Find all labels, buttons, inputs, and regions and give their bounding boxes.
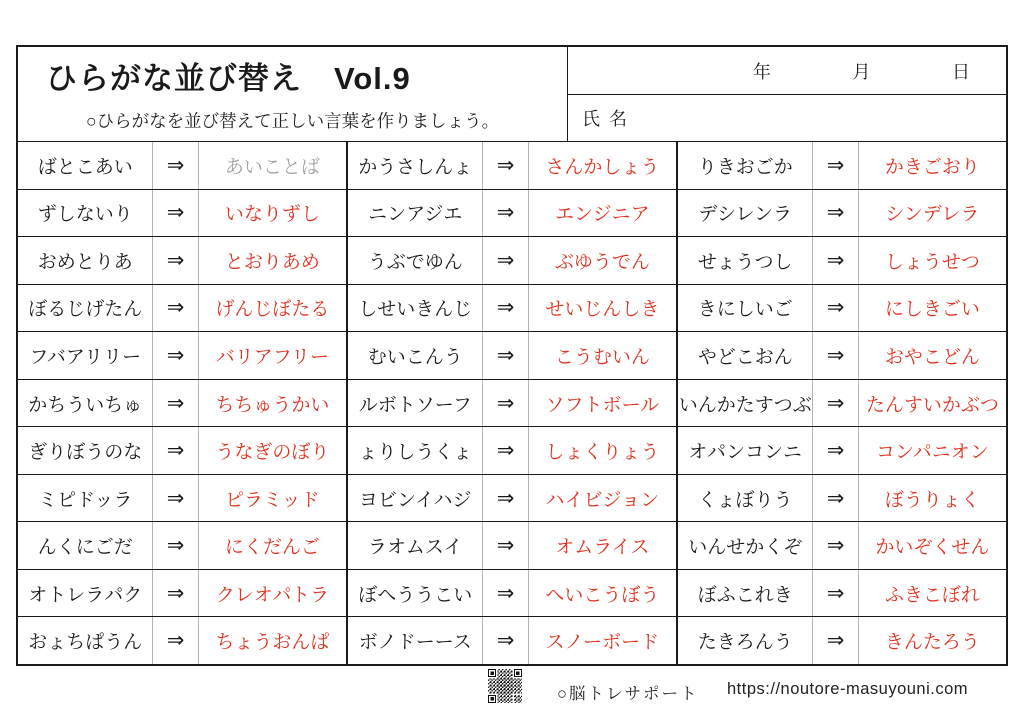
answer-word: しょくりょう: [545, 442, 660, 464]
answer-word: ピラミッド: [225, 489, 320, 511]
table-row: [18, 474, 1006, 522]
scrambled-word: んくにごだ: [37, 537, 133, 559]
scrambled-word: ミピドッラ: [38, 489, 133, 511]
arrow-icon: ⇒: [812, 332, 858, 379]
answer-word: へいこうぼう: [545, 584, 660, 606]
answer-word: かいぞくせん: [875, 537, 990, 559]
scrambled-word: かちういちゅ: [28, 394, 143, 416]
puzzle-group: [18, 142, 346, 189]
scrambled-word: たきろんう: [697, 632, 793, 654]
answer-word: ぶゆうでん: [554, 251, 650, 273]
puzzle-group: [676, 570, 1006, 617]
answer-word: エンジニア: [555, 204, 650, 226]
answer-word: げんじぼたる: [215, 299, 330, 321]
instructions-text: ○ひらがなを並び替えて正しい言葉を作りましょう。: [86, 111, 500, 131]
header-title-area: [18, 47, 567, 141]
arrow-icon: ⇒: [152, 190, 198, 237]
arrow-icon: ⇒: [482, 475, 528, 522]
puzzle-group: [18, 332, 346, 379]
footer-url: https://noutore-masuyouni.com: [727, 680, 969, 698]
answer-word: いなりずし: [224, 204, 320, 226]
arrow-icon: ⇒: [482, 427, 528, 474]
answer-word: にしきごい: [884, 299, 980, 321]
scrambled-word: くょぼりう: [697, 489, 793, 511]
arrow-icon: ⇒: [152, 475, 198, 522]
puzzle-group: [676, 237, 1006, 284]
scrambled-word: きにしいご: [697, 299, 793, 321]
puzzle-group: [18, 285, 346, 332]
puzzle-group: [676, 475, 1006, 522]
scrambled-word: せょうつし: [697, 251, 793, 273]
scrambled-word: かうさしんょ: [358, 156, 473, 178]
scrambled-word: ヨビンイハジ: [358, 489, 472, 511]
scrambled-word: オパンコンニ: [688, 442, 803, 464]
table-row: [18, 236, 1006, 284]
answer-word: シンデレラ: [885, 204, 980, 226]
arrow-icon: ⇒: [152, 522, 198, 569]
arrow-icon: ⇒: [482, 190, 528, 237]
arrow-icon: ⇒: [482, 142, 528, 189]
scrambled-word: ボノドーース: [358, 632, 472, 654]
puzzle-group: [676, 522, 1006, 569]
footer-brand: ○脳トレサポート: [557, 685, 699, 703]
puzzle-group: [18, 475, 346, 522]
puzzle-group: [676, 190, 1006, 237]
answer-word: せいじんしき: [545, 299, 660, 321]
arrow-icon: ⇒: [482, 332, 528, 379]
answer-word: にくだんご: [224, 537, 320, 559]
arrow-icon: ⇒: [482, 237, 528, 284]
puzzle-group: [676, 142, 1006, 189]
scrambled-word: ぎりぼうのな: [28, 442, 143, 464]
answer-word: オムライス: [555, 537, 650, 559]
arrow-icon: ⇒: [152, 332, 198, 379]
arrow-icon: ⇒: [812, 142, 858, 189]
arrow-icon: ⇒: [152, 427, 198, 474]
arrow-icon: ⇒: [812, 617, 858, 664]
answer-word: ふきこぼれ: [884, 584, 980, 606]
arrow-icon: ⇒: [812, 285, 858, 332]
puzzle-group: [346, 142, 676, 189]
day-label: 日: [952, 61, 970, 82]
scrambled-word: いんかたすつぶ: [678, 394, 812, 416]
puzzle-group: [346, 427, 676, 474]
answer-word: うなぎのぼり: [215, 442, 330, 464]
puzzle-group: [346, 332, 676, 379]
scrambled-word: むいこんう: [367, 346, 463, 368]
answer-word: とおりあめ: [224, 251, 320, 273]
puzzle-group: [346, 475, 676, 522]
puzzle-group: [676, 617, 1006, 664]
header: [18, 47, 1006, 142]
arrow-icon: ⇒: [482, 285, 528, 332]
table-row: [18, 426, 1006, 474]
answer-word: バリアフリー: [215, 346, 329, 368]
answer-word: コンパニオン: [876, 442, 989, 464]
answer-word: かきごおり: [884, 156, 980, 178]
answer-word: しょうせつ: [884, 251, 980, 273]
arrow-icon: ⇒: [482, 570, 528, 617]
puzzle-group: [676, 332, 1006, 379]
arrow-icon: ⇒: [812, 380, 858, 427]
puzzle-group: [346, 380, 676, 427]
scrambled-word: ばとこあい: [37, 156, 133, 178]
table-row: [18, 142, 1006, 189]
table-row: [18, 616, 1006, 664]
answer-word: きんたろう: [884, 632, 980, 654]
answer-word: ちょうおんぱ: [215, 632, 330, 654]
answer-word: あいことば: [224, 156, 320, 178]
scrambled-word: おめとりあ: [37, 251, 133, 273]
puzzle-group: [18, 427, 346, 474]
answer-word: さんかしょう: [545, 156, 660, 178]
answer-word: ハイビジョン: [545, 489, 660, 511]
arrow-icon: ⇒: [152, 380, 198, 427]
year-label: 年: [753, 61, 771, 82]
arrow-icon: ⇒: [812, 237, 858, 284]
table-row: [18, 379, 1006, 427]
scrambled-word: ょりしうくょ: [358, 442, 473, 464]
arrow-icon: ⇒: [152, 285, 198, 332]
name-row: [568, 95, 1006, 141]
answer-word: たんすいかぶつ: [865, 394, 999, 416]
table-row: [18, 521, 1006, 569]
puzzle-group: [346, 285, 676, 332]
scrambled-word: ニンアジエ: [368, 204, 463, 226]
scrambled-word: ラオムスイ: [367, 537, 463, 559]
scrambled-word: うぶでゆん: [367, 251, 463, 273]
scrambled-word: やどこおん: [697, 346, 793, 368]
puzzle-group: [18, 380, 346, 427]
arrow-icon: ⇒: [812, 570, 858, 617]
page-title: ひらがな並び替え Vol.9: [46, 61, 411, 96]
puzzle-group: [346, 617, 676, 664]
puzzle-group: [346, 522, 676, 569]
answer-word: ソフトボール: [545, 394, 660, 416]
arrow-icon: ⇒: [482, 522, 528, 569]
qr-code-icon: [488, 669, 522, 703]
scrambled-word: りきおごか: [697, 156, 793, 178]
arrow-icon: ⇒: [152, 570, 198, 617]
month-label: 月: [852, 61, 871, 82]
arrow-icon: ⇒: [482, 617, 528, 664]
puzzle-group: [346, 190, 676, 237]
answer-word: こうむいん: [554, 346, 650, 368]
answer-word: スノーボード: [545, 632, 660, 654]
scrambled-word: ルボトソーフ: [358, 394, 472, 416]
answer-word: ちちゅうかい: [215, 394, 330, 416]
footer: [0, 666, 1024, 724]
scrambled-word: ずしないり: [37, 204, 133, 226]
name-label: 氏 名: [582, 109, 630, 129]
puzzle-group: [18, 190, 346, 237]
arrow-icon: ⇒: [812, 522, 858, 569]
puzzle-group: [18, 522, 346, 569]
puzzle-group: [346, 570, 676, 617]
puzzle-group: [676, 427, 1006, 474]
header-date-name-area: [567, 47, 1006, 141]
date-row: [568, 47, 1006, 95]
arrow-icon: ⇒: [152, 237, 198, 284]
scrambled-word: しせいきんじ: [358, 299, 473, 321]
answer-word: クレオパトラ: [215, 584, 329, 606]
scrambled-word: デシレンラ: [698, 204, 793, 226]
scrambled-word: ぼるじげたん: [28, 299, 143, 321]
scrambled-word: フバアリリー: [29, 346, 142, 368]
scrambled-word: おょちぱうん: [28, 632, 143, 654]
puzzle-group: [18, 570, 346, 617]
table-row: [18, 284, 1006, 332]
arrow-icon: ⇒: [812, 427, 858, 474]
table-row: [18, 189, 1006, 237]
puzzle-group: [676, 285, 1006, 332]
answer-word: おやこどん: [884, 346, 980, 368]
worksheet-sheet: [16, 45, 1008, 666]
scrambled-word: ぼへううこい: [358, 584, 473, 606]
arrow-icon: ⇒: [152, 142, 198, 189]
arrow-icon: ⇒: [812, 190, 858, 237]
table-row: [18, 569, 1006, 617]
puzzle-group: [676, 380, 1006, 427]
puzzle-group: [18, 617, 346, 664]
scrambled-word: オトレラパク: [28, 584, 143, 606]
scrambled-word: いんせかくぞ: [688, 537, 803, 559]
table-row: [18, 331, 1006, 379]
scrambled-word: ぼふこれき: [697, 584, 793, 606]
arrow-icon: ⇒: [812, 475, 858, 522]
puzzle-group: [18, 237, 346, 284]
arrow-icon: ⇒: [482, 380, 528, 427]
puzzle-group: [346, 237, 676, 284]
arrow-icon: ⇒: [152, 617, 198, 664]
answer-word: ぼうりょく: [884, 489, 980, 511]
puzzle-table: [18, 142, 1006, 664]
